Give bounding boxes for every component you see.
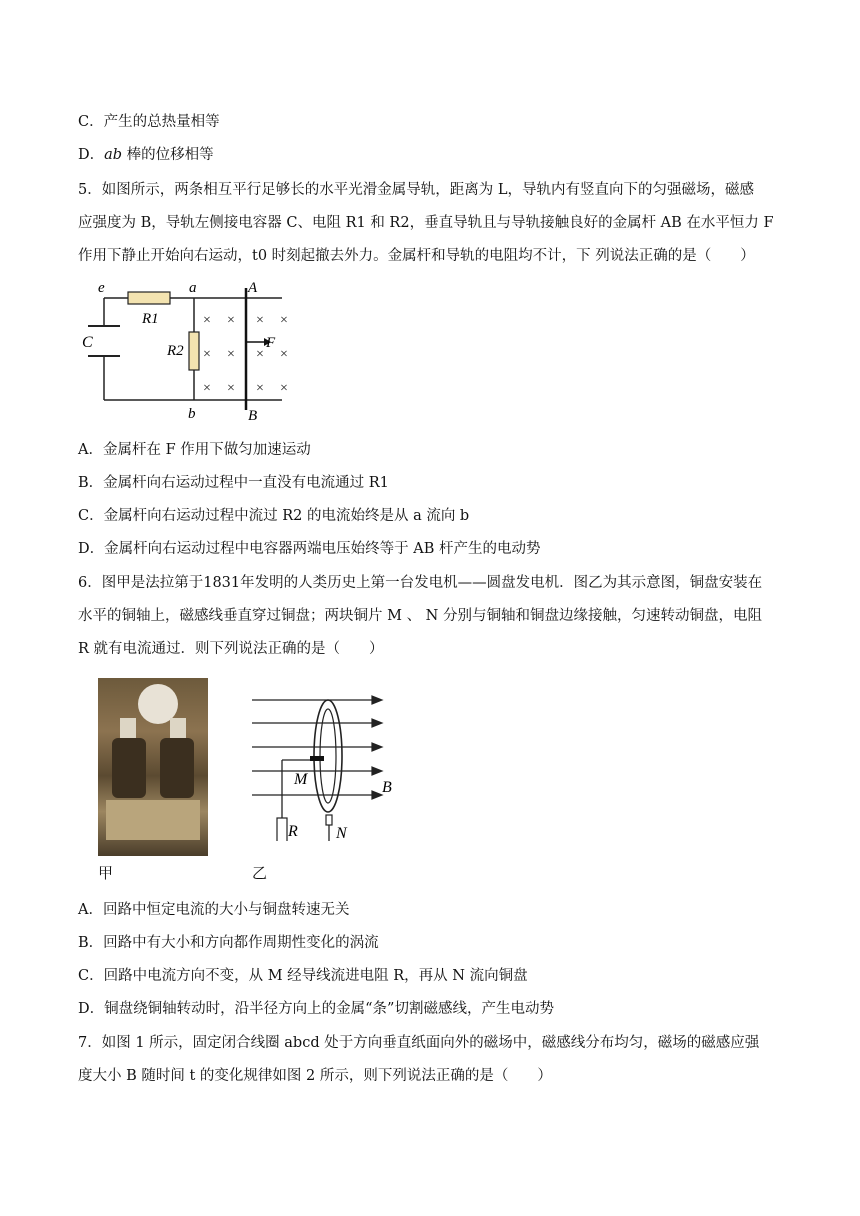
- q6-label-m: M: [294, 771, 308, 788]
- q6-option-a: A．回路中恒定电流的大小与铜盘转速无关: [78, 902, 350, 918]
- q5-label-r1: R1: [142, 311, 159, 327]
- q6-stem-line-2: 水平的铜轴上，磁感线垂直穿过铜盘；两块铜片 M 、 N 分别与铜轴和铜盘边缘接触，匀速转动铜盘，电阻: [78, 608, 762, 624]
- q5-stem-line-2: 应强度为 B，导轨左侧接电容器 C、电阻 R1 和 R2，垂直导轨且与导轨接触良好的金属杆 AB 在水平恒力 F: [78, 215, 774, 231]
- q6-option-b: B．回路中有大小和方向都作周期性变化的涡流: [78, 935, 379, 951]
- q6-option-c: C．回路中电流方向不变，从 M 经导线流进电阻 R，再从 N 流向铜盘: [78, 968, 528, 984]
- q5-label-r2: R2: [167, 343, 184, 359]
- svg-text:×: ×: [256, 313, 264, 328]
- q4-option-d-prefix: D．: [78, 147, 105, 163]
- q5-resistor-r2: [189, 332, 199, 370]
- svg-text:×: ×: [256, 347, 264, 362]
- q6-generator-schematic: [248, 676, 418, 841]
- q6-label-n: N: [336, 825, 347, 841]
- q5-option-b: B．金属杆向右运动过程中一直没有电流通过 R1: [78, 475, 389, 491]
- q6-caption-yi: 乙: [252, 864, 268, 882]
- q5-option-a: A．金属杆在 F 作用下做匀加速运动: [78, 442, 311, 458]
- q6-label-r: R: [288, 823, 298, 840]
- svg-text:×: ×: [280, 381, 288, 396]
- svg-text:×: ×: [227, 313, 235, 328]
- q5-resistor-r1: [128, 292, 170, 304]
- q6-caption-jia: 甲: [98, 864, 114, 882]
- q5-label-a: a: [189, 280, 197, 296]
- q4-option-d: [78, 145, 214, 165]
- q6-resistor-r: [277, 818, 287, 841]
- q5-label-cap-b: B: [248, 408, 258, 424]
- q5-option-c: C．金属杆向右运动过程中流过 R2 的电流始终是从 a 流向 b: [78, 508, 470, 524]
- q7-stem-line-1: 7．如图 1 所示，固定闭合线圈 abcd 处于方向垂直纸面向外的磁场中，磁感线分布均匀，磁场的磁感应强: [78, 1035, 760, 1051]
- svg-text:×: ×: [227, 381, 235, 396]
- q6-label-b: B: [382, 779, 392, 796]
- q6-disc-generator-photo: [98, 678, 208, 856]
- q4-option-d-var: ab: [104, 147, 123, 163]
- q5-label-b: b: [188, 406, 196, 422]
- svg-text:×: ×: [203, 381, 211, 396]
- svg-text:×: ×: [280, 313, 288, 328]
- svg-text:×: ×: [280, 347, 288, 362]
- q5-label-e: e: [98, 280, 105, 296]
- svg-text:×: ×: [203, 347, 211, 362]
- q4-option-d-text: 棒的位移相等: [122, 147, 214, 163]
- q7-stem-line-2: 度大小 B 随时间 t 的变化规律如图 2 所示，则下列说法正确的是（ ）: [78, 1068, 552, 1084]
- q4-option-c: C．产生的总热量相等: [78, 114, 220, 130]
- svg-text:×: ×: [203, 313, 211, 328]
- q5-stem-line-3: 作用下静止开始向右运动，t0 时刻起撤去外力。金属杆和导轨的电阻均不计，下 列说法正确的是（ ）: [78, 248, 755, 264]
- q5-label-cap-a: A: [248, 280, 258, 296]
- svg-text:×: ×: [256, 381, 264, 396]
- q6-option-d: D．铜盘绕铜轴转动时，沿半径方向上的金属“条”切割磁感线，产生电动势: [78, 1001, 554, 1017]
- q5-label-c: C: [82, 334, 93, 351]
- q5-circuit-diagram: [70, 276, 310, 426]
- q6-stem-line-1: 6．图甲是法拉第于1831年发明的人类历史上第一台发电机——圆盘发电机．图乙为其示意图，铜盘安装在: [78, 575, 763, 591]
- q5-option-d: D．金属杆向右运动过程中电容器两端电压始终等于 AB 杆产生的电动势: [78, 541, 541, 557]
- svg-text:×: ×: [227, 347, 235, 362]
- q5-stem-line-1: 5．如图所示，两条相互平行足够长的水平光滑金属导轨，距离为 L，导轨内有竖直向下的匀强磁场，磁感: [78, 182, 754, 198]
- q6-stem-line-3: R 就有电流通过．则下列说法正确的是（ ）: [78, 641, 384, 657]
- q5-label-f: F: [266, 335, 276, 351]
